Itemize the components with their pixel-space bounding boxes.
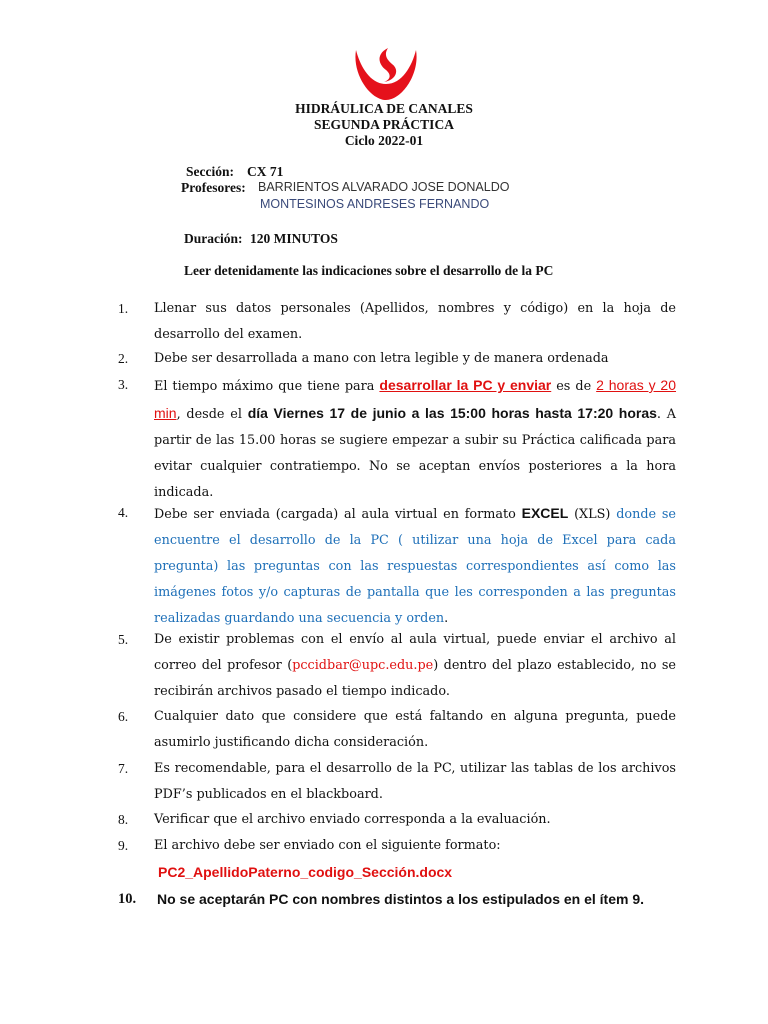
professors-label: Profesores: bbox=[181, 180, 246, 195]
item-text: Es recomendable, para el desarrollo de la PC, utilizar las tablas de los archivos PDF’s publicados en el blackboard. bbox=[154, 761, 676, 802]
item-text: Verificar que el archivo enviado corresponda a la evaluación. bbox=[154, 812, 551, 827]
item-text bbox=[154, 627, 676, 705]
item-number: 3. bbox=[118, 377, 129, 392]
highlight-schedule: día Viernes 17 de junio a las 15:00 horas hasta 17:20 horas bbox=[247, 405, 657, 421]
item-text: El archivo debe ser enviado con el siguiente formato: bbox=[154, 838, 501, 853]
professor-name-2: MONTESINOS ANDRESES FERNANDO bbox=[260, 197, 490, 211]
professor-name-1: BARRIENTOS ALVARADO JOSE DONALDO bbox=[258, 180, 510, 194]
item-number: 2. bbox=[118, 351, 129, 366]
text-run: Debe ser enviada (cargada) al aula virtual en formato bbox=[154, 507, 522, 522]
item-number: 1. bbox=[118, 301, 129, 316]
item-number: 5. bbox=[118, 632, 129, 647]
item-text: No se aceptarán PC con nombres distintos a los estipulados en el ítem 9. bbox=[157, 891, 645, 907]
exam-title: SEGUNDA PRÁCTICA bbox=[314, 117, 454, 132]
section-value: CX 71 bbox=[247, 164, 284, 179]
document-header bbox=[0, 101, 768, 149]
text-run: ) dentro del plazo establecido, no se recibirán archivos pasado el tiempo indicado. bbox=[154, 658, 676, 699]
duration-label: Duración: bbox=[184, 231, 243, 246]
instructions-heading: Leer detenidamente las indicaciones sobre el desarrollo de la PC bbox=[184, 263, 554, 278]
text-run: De existir problemas con el envío al aula virtual, puede enviar el archivo al correo del profesor ( bbox=[154, 632, 676, 673]
file-name-format: PC2_ApellidoPaterno_codigo_Sección.docx bbox=[158, 864, 453, 880]
item-text: Llenar sus datos personales (Apellidos, nombres y código) en la hoja de desarrollo del examen. bbox=[154, 301, 676, 342]
text-run: El tiempo máximo que tiene para bbox=[154, 379, 380, 394]
highlight-duration: 2 horas y 20 min bbox=[154, 377, 677, 421]
professor-email-link[interactable]: pccidbar@upc.edu.pe bbox=[292, 658, 434, 673]
item-text: Cualquier dato que considere que está faltando en alguna pregunta, puede asumirlo justificando dicha consideración. bbox=[154, 709, 676, 750]
section-label: Sección: bbox=[186, 164, 234, 179]
text-run: es de bbox=[551, 379, 597, 394]
highlight-content-instructions: donde se encuentre el desarrollo de la PC ( utilizar una hoja de Excel para cada pregunta) las preguntas con las respuestas correspondientes así como las imágenes fotos y/o capturas de pantalla que les corresponden a las preguntas realizadas guardando una secuencia y orden bbox=[154, 507, 676, 626]
cycle-label: Ciclo 2022-01 bbox=[344, 133, 424, 148]
upc-logo bbox=[350, 44, 422, 104]
item-number: 9. bbox=[118, 838, 129, 853]
logo-flame bbox=[380, 48, 397, 82]
item-number: 6. bbox=[118, 709, 129, 724]
text-run: . A partir de las 15.00 horas se sugiere empezar a subir su Práctica calificada para evitar cualquier contratiempo. No se aceptan envíos posteriores a la hora indicada. bbox=[154, 407, 676, 500]
course-title: HIDRÁULICA DE CANALES bbox=[295, 101, 473, 116]
item-text bbox=[154, 372, 676, 506]
item-number: 10. bbox=[118, 891, 137, 907]
item-number: 4. bbox=[118, 505, 129, 520]
item-number: 7. bbox=[118, 761, 129, 776]
item-text bbox=[154, 500, 676, 632]
text-run: . bbox=[444, 611, 449, 626]
text-run: , desde el bbox=[176, 407, 248, 422]
item-number: 8. bbox=[118, 812, 129, 827]
item-text: Debe ser desarrollada a mano con letra legible y de manera ordenada bbox=[154, 351, 609, 366]
duration-value: 120 MINUTOS bbox=[250, 231, 338, 246]
highlight-excel: EXCEL bbox=[521, 505, 569, 521]
text-run: (XLS) bbox=[568, 507, 617, 522]
highlight-deadline-action: desarrollar la PC y enviar bbox=[379, 377, 552, 393]
